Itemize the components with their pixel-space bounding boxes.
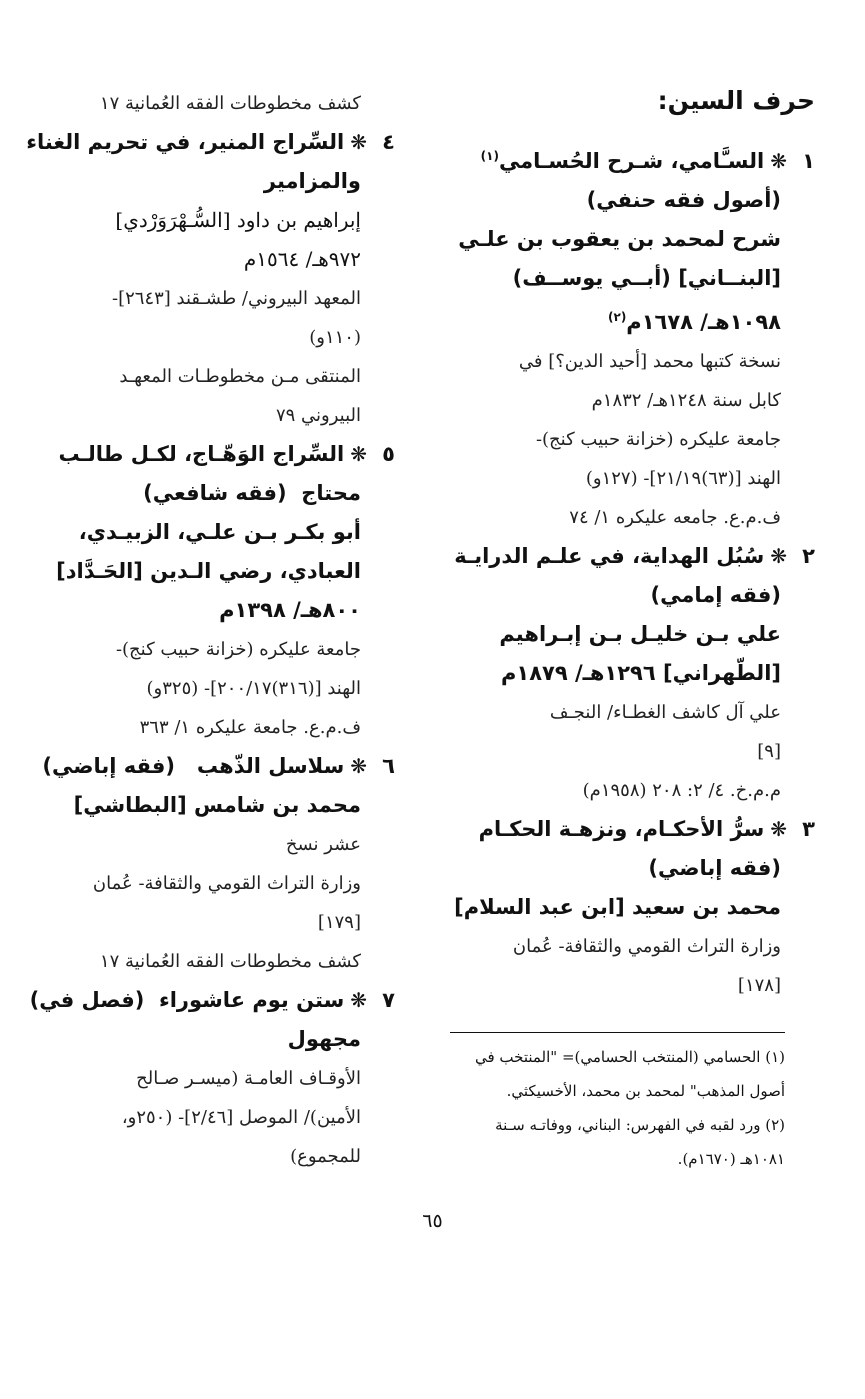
entry-author-cont: العبادي، رضي الـدين [الحَـدَّاد] bbox=[56, 559, 361, 583]
asterisk-icon: ❋ bbox=[770, 544, 787, 568]
footnote-1-cont: أصول المذهب" لمحمد بن محمد، الأخسيكثي. bbox=[506, 1082, 785, 1100]
entry-reference-cont: البيروني ٧٩ bbox=[275, 405, 361, 426]
entry-author: محمد بن سعيد [ابن عبد السلام] bbox=[454, 895, 781, 919]
entry-number: ٢ bbox=[802, 544, 815, 568]
entry-library: وزارة التراث القومي والثقافة- عُمان bbox=[92, 873, 361, 894]
entry-title bbox=[25, 981, 395, 1020]
entry-copies: عشر نسخ bbox=[285, 834, 361, 855]
entry-library-cont: [٩] bbox=[757, 741, 781, 762]
entry-title bbox=[25, 747, 395, 786]
page-number: ٦٥ bbox=[422, 1210, 443, 1232]
entry-author-cont: [الطّهراني] ١٢٩٦هـ/ ١٨٧٩م bbox=[500, 661, 781, 685]
entry-author: إبراهيم بن داود [السُّـهْرَوَرْدي] bbox=[115, 208, 361, 232]
entry-reference: كشف مخطوطات الفقه العُمانية ١٧ bbox=[99, 951, 361, 972]
entry-number: ٧ bbox=[382, 988, 395, 1012]
entry-title-text: سُبُل الهداية، في علـم الدرايـة bbox=[454, 544, 765, 568]
entry-title-text: سرُّ الأحكـام، ونزهـة الحكـام bbox=[478, 817, 765, 841]
entry-number: ٥ bbox=[382, 442, 395, 466]
asterisk-icon: ❋ bbox=[350, 442, 367, 466]
entry-subject: (فصل في) bbox=[29, 988, 145, 1012]
entry-subject: (فقه إباضي) bbox=[648, 856, 781, 880]
entry-library: وزارة التراث القومي والثقافة- عُمان bbox=[512, 936, 781, 957]
entry-title bbox=[25, 435, 395, 474]
footnote-divider bbox=[450, 1032, 785, 1033]
footnote-ref: (١) bbox=[480, 149, 499, 163]
entry-library-cont: [١٧٩] bbox=[317, 912, 361, 933]
entry-library: المعهد البيروني/ طشـقند [٢٦٤٣]- bbox=[112, 288, 361, 309]
entry-number: ٦ bbox=[382, 754, 395, 778]
entry-1 bbox=[420, 137, 815, 537]
entry-reference: م.م.خ. ٤/ ٢: ٢٠٨ (١٩٥٨م) bbox=[582, 780, 781, 801]
footnote-2-cont: ١٠٨١هـ (١٦٧٠م). bbox=[677, 1150, 785, 1168]
entry-7 bbox=[25, 981, 395, 1176]
entry-copy-note: نسخة كتبها محمد [أحيد الدين؟] في bbox=[518, 351, 781, 372]
entry-author: شرح لمحمد بن يعقوب بن علـي bbox=[458, 227, 781, 251]
entry-6 bbox=[25, 747, 395, 981]
entry-subject: (أصول فقه حنفي) bbox=[586, 188, 781, 212]
entry-title-text: سلاسل الذّهب bbox=[196, 754, 345, 778]
entry-title-text: ستن يوم عاشوراء bbox=[158, 988, 345, 1012]
entry-subject: (فقه إباضي) bbox=[42, 754, 175, 778]
entry-library-cont: الهند [(٦٣)٢١/١٩]- (١٢٧و) bbox=[585, 468, 781, 489]
entry-library: جامعة عليكره (خزانة حبيب كنج)- bbox=[115, 639, 361, 660]
entry-author-cont: [البنــاني] (أبــي يوســف) bbox=[512, 266, 781, 290]
asterisk-icon: ❋ bbox=[770, 817, 787, 841]
entry-number: ١ bbox=[802, 149, 815, 173]
right-column bbox=[420, 80, 815, 1005]
entry-4 bbox=[25, 123, 395, 435]
entry-date: ٩٧٢هـ/ ١٥٦٤م bbox=[243, 247, 361, 271]
entry-5 bbox=[25, 435, 395, 747]
entry-author: محمد بن شامس [البطاشي] bbox=[73, 793, 361, 817]
entry-date: ٨٠٠هـ/ ١٣٩٨م bbox=[219, 598, 361, 622]
asterisk-icon: ❋ bbox=[770, 149, 787, 173]
section-title: حرف السين: bbox=[657, 86, 815, 115]
asterisk-icon: ❋ bbox=[350, 754, 367, 778]
entry-library-cont: [١٧٨] bbox=[737, 975, 781, 996]
entry-number: ٣ bbox=[802, 817, 815, 841]
entry-title bbox=[420, 810, 815, 849]
entry-title bbox=[25, 123, 395, 162]
entry-title-text: السِّراج المنير، في تحريم الغناء bbox=[26, 130, 345, 154]
entry-library: جامعة عليكره (خزانة حبيب كنج)- bbox=[535, 429, 781, 450]
entry-date-text: ١٠٩٨هـ/ ١٦٧٨م bbox=[626, 310, 781, 334]
entry-date bbox=[420, 298, 815, 342]
entry-2 bbox=[420, 537, 815, 810]
entry-reference: ف.م.ع. جامعة عليكره ١/ ٣٦٣ bbox=[139, 717, 361, 738]
footnotes bbox=[450, 1040, 785, 1176]
entry-library: علي آل كاشف الغطـاء/ النجـف bbox=[549, 702, 781, 723]
footnote-2: (٢) ورد لقبه في الفهرس: البناني، ووفاتـه سـنة bbox=[495, 1116, 785, 1134]
entry-title bbox=[420, 137, 815, 181]
left-column bbox=[25, 84, 395, 1176]
entry-copy-note-cont: كابل سنة ١٢٤٨هـ/ ١٨٣٢م bbox=[591, 390, 781, 411]
entry-title-text: السـَّامي، شـرح الحُسـامي bbox=[498, 149, 765, 173]
entry-title-cont bbox=[25, 474, 395, 513]
entry-library: الأوقـاف العامـة (ميسـر صـالح bbox=[136, 1068, 361, 1089]
continued-reference: كشف مخطوطات الفقه العُمانية ١٧ bbox=[99, 93, 361, 114]
entry-library-cont: الأمين)/ الموصل [٢/٤٦]- (٢٥٠و، bbox=[121, 1107, 361, 1128]
footnote-1: (١) الحسامي (المنتخب الحسامي)= "المنتخب في bbox=[474, 1048, 785, 1066]
entry-number: ٤ bbox=[382, 130, 395, 154]
entry-title bbox=[420, 537, 815, 576]
entry-subject: (فقه إمامي) bbox=[650, 583, 781, 607]
entry-author: مجهول bbox=[287, 1027, 361, 1051]
entry-title-text: السِّراج الوَهّـاج، لكـل طالـب bbox=[58, 442, 345, 466]
entry-reference: المنتقى مـن مخطوطـات المعهـد bbox=[119, 366, 361, 387]
entry-author: أبو بكـر بـن علـي، الزبيـدي، bbox=[78, 520, 361, 544]
entry-library-cont: الهند [(٣١٦)٢٠٠/١٧]- (٣٢٥و) bbox=[146, 678, 361, 699]
asterisk-icon: ❋ bbox=[350, 988, 367, 1012]
entry-3 bbox=[420, 810, 815, 1005]
entry-library-cont-2: للمجموع) bbox=[290, 1146, 361, 1167]
entry-library-cont: (١١٠و) bbox=[309, 327, 361, 348]
footnote-ref: (٢) bbox=[608, 310, 627, 324]
entry-subject: (فقه شافعي) bbox=[143, 481, 287, 505]
entry-reference: ف.م.ع. جامعه عليكره ١/ ٧٤ bbox=[569, 507, 781, 528]
asterisk-icon: ❋ bbox=[350, 130, 367, 154]
entry-title-cont-text: محتاج bbox=[301, 481, 361, 505]
entry-author: علي بـن خليـل بـن إبـراهيم bbox=[499, 622, 781, 646]
entry-title-cont: والمزامير bbox=[263, 169, 361, 193]
